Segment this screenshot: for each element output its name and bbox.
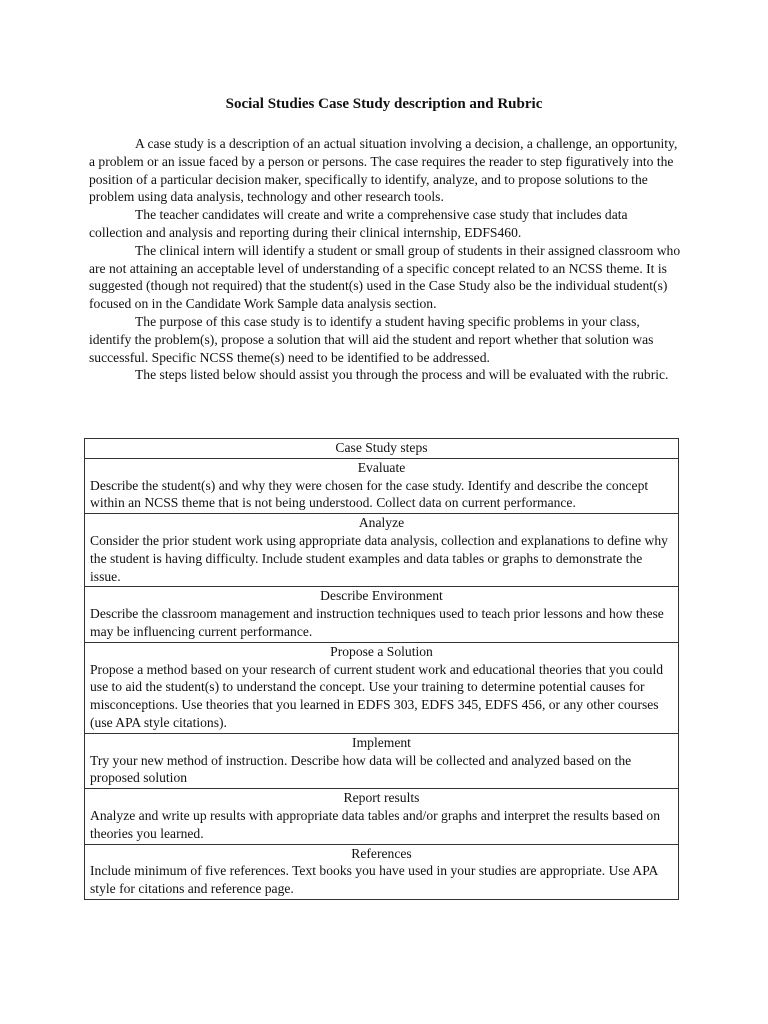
case-study-steps-table <box>84 438 679 900</box>
document-title: Social Studies Case Study description and Rubric <box>225 96 543 112</box>
step-cell-describe-environment <box>85 587 679 642</box>
step-cell-propose-solution <box>85 642 679 733</box>
table-row <box>85 789 679 844</box>
table-header-row <box>85 439 679 459</box>
step-name: Describe Environment <box>320 588 443 604</box>
table-row <box>85 458 679 513</box>
step-name: Propose a Solution <box>330 643 433 659</box>
table-header-label: Case Study steps <box>335 440 428 455</box>
table-header-cell <box>85 439 679 459</box>
table-row <box>85 733 679 788</box>
intro-paragraph: A case study is a description of an actual situation involving a decision, a challenge, an opportunity, a problem or an issue faced by a person or persons. The case requires the reader to step figuratively into the position of a particular decision maker, specifically to identify, analyze, and to propose solutions to the problem using data analysis, technology and other research tools. <box>89 136 678 205</box>
step-name: References <box>351 845 412 861</box>
table-row <box>85 514 679 587</box>
step-name: Evaluate <box>357 459 406 475</box>
step-name: Report results <box>343 790 420 806</box>
step-cell-analyze <box>85 514 679 587</box>
step-name: Analyze <box>358 515 405 531</box>
step-cell-references <box>85 844 679 899</box>
step-description: Describe the student(s) and why they were chosen for the case study. Identify and describe the concept within an NCSS theme that is not being understood. Collect data on current performance. <box>90 477 649 511</box>
step-description: Propose a method based on your research of current student work and educational theories that you could use to aid the student(s) to understand the concept. Use your training to determine potential causes for misconceptions. Use theories that you learned in EDFS 303, EDFS 345, EDFS 456, or any other courses (use APA style citations). <box>90 661 664 730</box>
step-description: Describe the classroom management and instruction techniques used to teach prior lessons and how these may be influencing current performance. <box>90 606 664 639</box>
step-name: Implement <box>352 734 411 750</box>
table-row <box>85 642 679 733</box>
step-cell-evaluate <box>85 458 679 513</box>
table-row <box>85 844 679 899</box>
intro-section <box>89 135 681 384</box>
intro-paragraph: The steps listed below should assist you through the process and will be evaluated with the rubric. <box>135 367 669 383</box>
intro-paragraph: The clinical intern will identify a student or small group of students in their assigned classroom who are not attaining an acceptable level of understanding of a specific concept related to an NCSS theme. It is suggested (though not required) that the student(s) used in the Case Study also be the individual student(s) focused on in the Candidate Work Sample data analysis section. <box>89 242 681 312</box>
step-description: Consider the prior student work using appropriate data analysis, collection and explanations to define why the student is having difficulty. Include student examples and data tables or graphs to demonstrate the issue. <box>90 532 668 584</box>
intro-paragraph: The teacher candidates will create and write a comprehensive case study that includes data collection and analysis and reporting during their clinical internship, EDFS460. <box>89 207 628 240</box>
table-row <box>85 587 679 642</box>
step-description: Try your new method of instruction. Describe how data will be collected and analyzed based on the proposed solution <box>90 752 632 786</box>
intro-paragraph: The purpose of this case study is to identify a student having specific problems in your class, identify the problem(s), propose a solution that will aid the student and report whether that solution was successful. Specific NCSS theme(s) need to be identified to be addressed. <box>89 313 654 365</box>
step-cell-implement <box>85 733 679 788</box>
step-description: Include minimum of five references. Text books you have used in your studies are appropriate. Use APA style for citations and reference page. <box>90 863 658 897</box>
step-cell-report-results <box>85 789 679 844</box>
step-description: Analyze and write up results with appropriate data tables and/or graphs and interpret the results based on theories you learned. <box>90 807 661 841</box>
